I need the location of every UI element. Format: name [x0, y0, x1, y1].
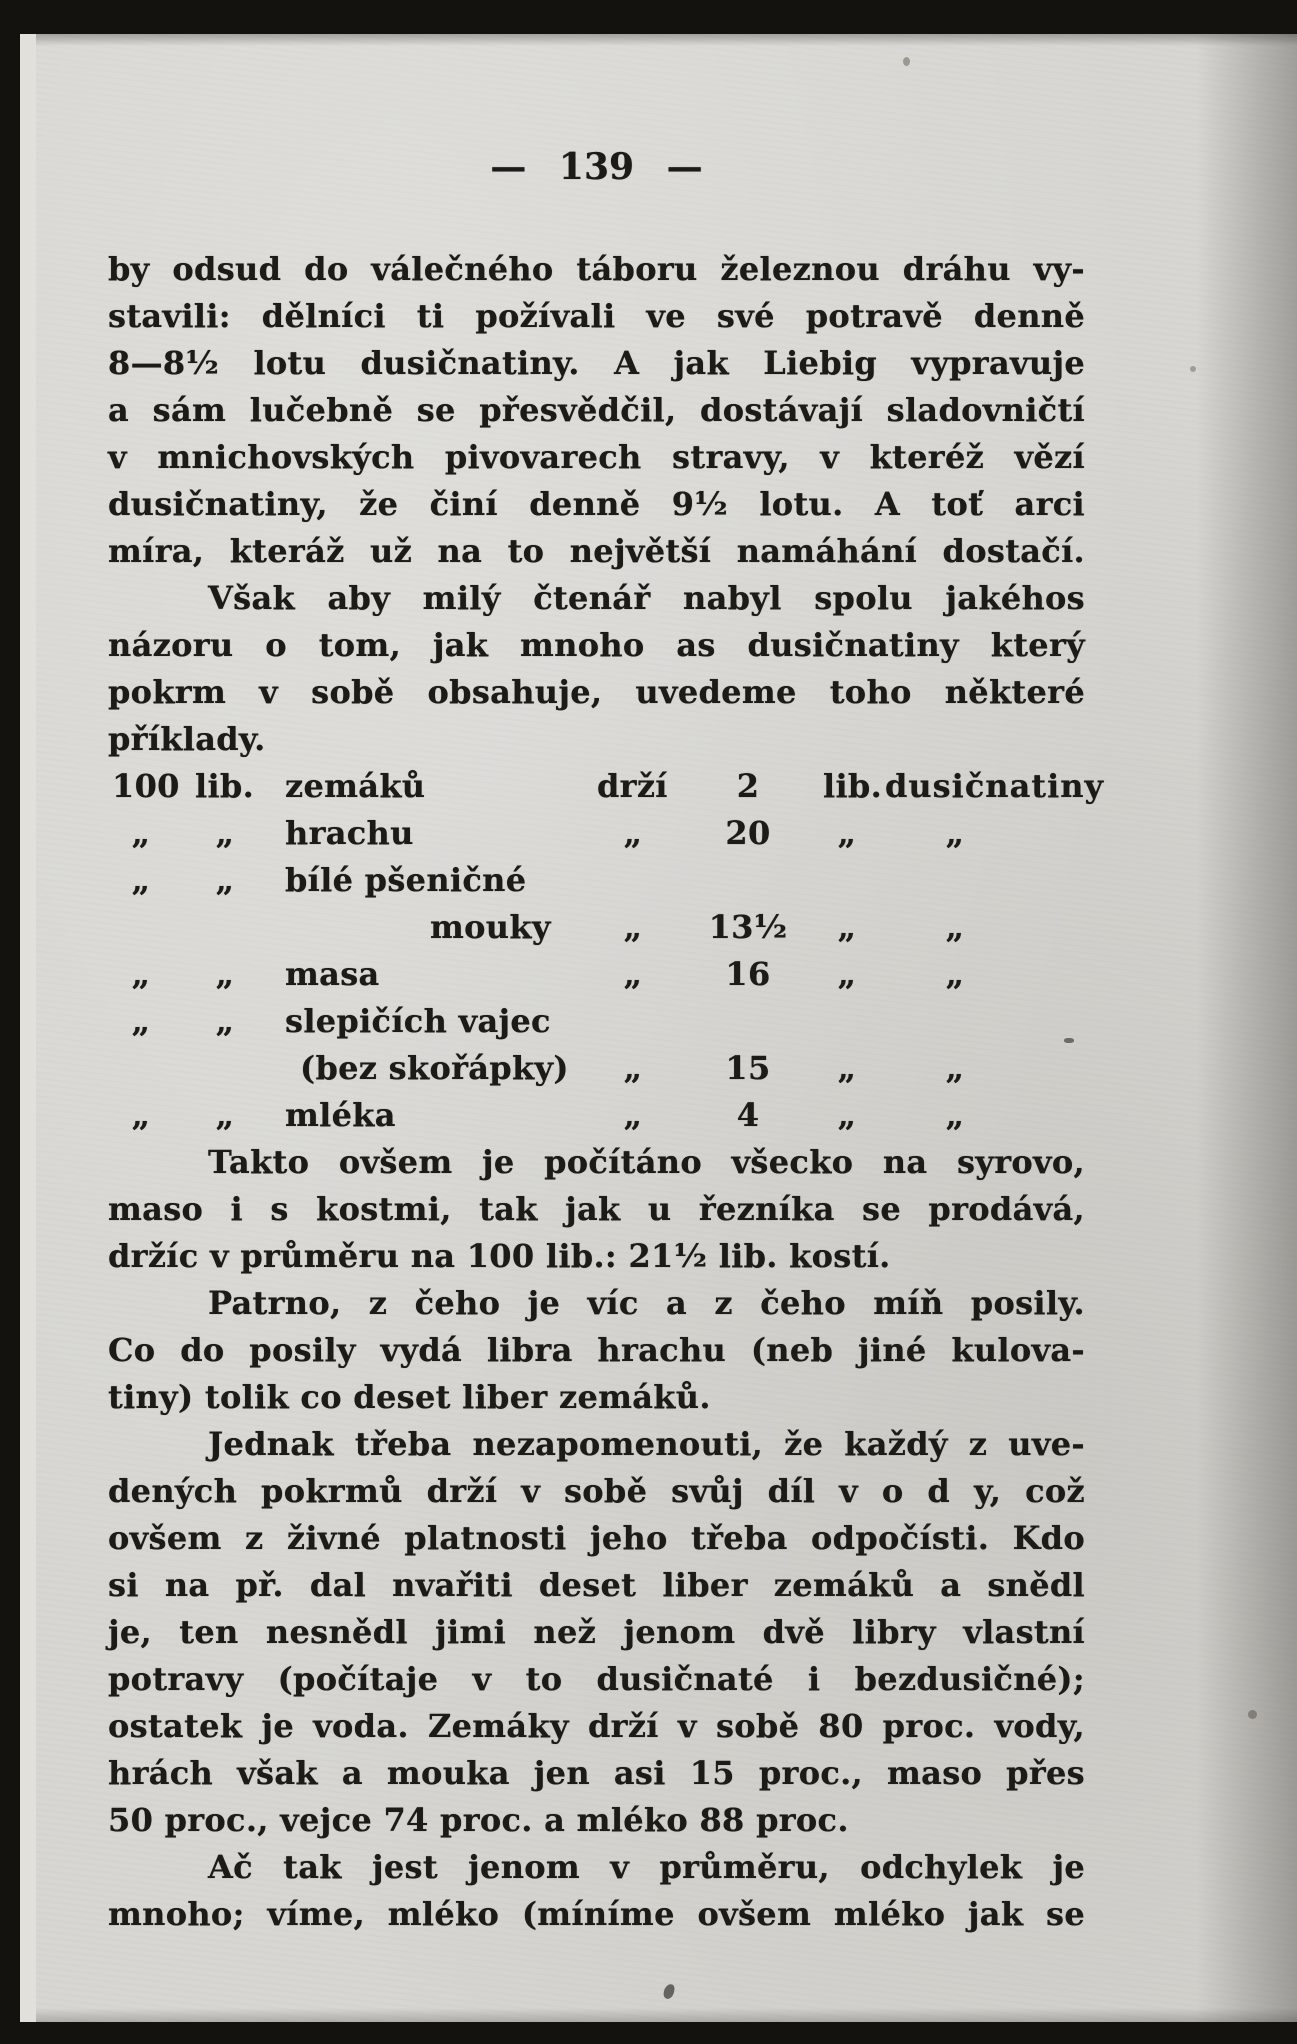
text-line: tiny) tolik co deset liber zemáků.	[108, 1378, 711, 1416]
ditto-mark: „	[623, 814, 643, 852]
ink-speck	[1190, 366, 1196, 372]
text-line: je, ten nesnědl jimi než jenom dvě libry vlastní	[108, 1613, 1085, 1651]
text-line: a sám lučebně se přesvědčil, dostávají sladovničtí	[108, 391, 1085, 429]
text-line: hrách však a mouka jen asi 15 proc., maso přes	[108, 1754, 1085, 1792]
table-cell-amount: 16	[725, 955, 771, 993]
ditto-mark: „	[215, 814, 235, 852]
text-line: Co do posily vydá libra hrachu (neb jiné kulova-	[108, 1331, 1085, 1369]
ink-speck	[1064, 1038, 1074, 1043]
text-line: míra, kteráž už na to největší namáhání dostačí.	[108, 532, 1085, 570]
ditto-mark: „	[131, 1096, 151, 1134]
text-line: stavili: dělníci ti požívali ve své potravě denně	[108, 297, 1085, 335]
ditto-mark: „	[623, 1096, 643, 1134]
table-row	[108, 810, 1085, 857]
table-cell-food: masa	[285, 955, 380, 993]
text-line: 50 proc., vejce 74 proc. a mléko 88 proc.	[108, 1801, 849, 1839]
table-row	[108, 904, 1085, 951]
ditto-mark: „	[215, 861, 235, 899]
table-row	[108, 998, 1085, 1045]
ditto-mark: „	[131, 955, 151, 993]
text-line: potravy (počítaje v to dusičnaté i bezdusičné);	[108, 1660, 1085, 1698]
table-cell-substance: dusičnatiny	[885, 767, 1105, 805]
table-cell-food: hrachu	[285, 814, 414, 852]
table-cell-food: zemáků	[285, 767, 426, 805]
ditto-mark: „	[215, 1002, 235, 1040]
table-cell-amount: 13½	[708, 908, 788, 946]
scan-border-bottom	[0, 2022, 1297, 2044]
text-line: ovšem z živné platnosti jeho třeba odpočísti. Kdo	[108, 1519, 1085, 1557]
text-line: Však aby milý čtenář nabyl spolu jakéhos	[208, 579, 1085, 617]
ditto-mark: „	[623, 1049, 643, 1087]
ditto-mark: „	[623, 908, 643, 946]
page-number: — 139 —	[490, 146, 703, 188]
text-line: dených pokrmů drží v sobě svůj díl v o d y, což	[108, 1472, 1085, 1510]
ditto-mark: „	[215, 955, 235, 993]
ditto-mark: „	[623, 955, 643, 993]
table-row	[108, 1092, 1085, 1139]
text-line: maso i s kostmi, tak jak u řezníka se prodává,	[108, 1190, 1085, 1228]
text-line: příklady.	[108, 720, 266, 758]
ink-speck	[1248, 1710, 1257, 1719]
text-line: mnoho; víme, mléko (míníme ovšem mléko jak se	[108, 1895, 1085, 1933]
table-cell-amount: 2	[736, 767, 760, 805]
ditto-mark: „	[837, 908, 857, 946]
text-line: si na př. dal nvařiti deset liber zemáků a snědl	[108, 1566, 1085, 1604]
table-cell-food: mléka	[285, 1096, 396, 1134]
table-cell-amount: 4	[736, 1096, 760, 1134]
ditto-mark: „	[131, 814, 151, 852]
ditto-mark: „	[945, 1049, 965, 1087]
text-line: Ač tak jest jenom v průměru, odchylek je	[208, 1848, 1085, 1886]
text-line: Patrno, z čeho je víc a z čeho míň posily.	[208, 1284, 1085, 1322]
text-line: ostatek je voda. Zemáky drží v sobě 80 proc. vody,	[108, 1707, 1085, 1745]
text-line: názoru o tom, jak mnoho as dusičnatiny který	[108, 626, 1085, 664]
ditto-mark: „	[945, 908, 965, 946]
text-line: pokrm v sobě obsahuje, uvedeme toho některé	[108, 673, 1085, 711]
table-cell-food: slepičích vajec	[285, 1002, 551, 1040]
table-cell-verb: drží	[597, 767, 668, 805]
ditto-mark: „	[945, 814, 965, 852]
text-block	[108, 246, 1105, 1938]
ditto-mark: „	[215, 1096, 235, 1134]
ditto-mark: „	[837, 1049, 857, 1087]
ditto-mark: „	[837, 1096, 857, 1134]
ink-speck	[903, 57, 910, 66]
table-row	[108, 1045, 1085, 1092]
table-row	[108, 951, 1085, 998]
table-cell-amount: 20	[725, 814, 771, 852]
scan-border-top	[0, 0, 1297, 34]
text-line: držíc v průměru na 100 lib.: 21½ lib. kostí.	[108, 1237, 891, 1275]
table-cell-quantity: 100	[112, 767, 180, 805]
table-cell-unit: lib.	[823, 767, 883, 805]
table-row	[108, 763, 1105, 810]
table-cell-food: mouky	[430, 908, 551, 946]
text-line: v mnichovských pivovarech stravy, v kteréž vězí	[108, 438, 1085, 476]
text-line: dusičnatiny, že činí denně 9½ lotu. A toť arci	[108, 485, 1085, 523]
table-cell-amount: 15	[725, 1049, 771, 1087]
ditto-mark: „	[945, 955, 965, 993]
table-row	[108, 857, 1085, 904]
text-line: 8—8½ lotu dusičnatiny. A jak Liebig vypravuje	[108, 344, 1085, 382]
paper-edge-left	[20, 0, 36, 2044]
table-cell-food: bílé pšeničné	[285, 861, 527, 899]
table-cell-unit: lib.	[195, 767, 255, 805]
ditto-mark: „	[131, 1002, 151, 1040]
text-line: by odsud do válečného táboru železnou dráhu vy-	[108, 250, 1085, 288]
ditto-mark: „	[945, 1096, 965, 1134]
ditto-mark: „	[837, 955, 857, 993]
table-cell-food: (bez skořápky)	[300, 1049, 569, 1087]
ditto-mark: „	[837, 814, 857, 852]
scan-border-left	[0, 0, 20, 2044]
text-line: Takto ovšem je počítáno všecko na syrovo,	[208, 1143, 1085, 1181]
text-line: Jednak třeba nezapomenouti, že každý z uve-	[208, 1425, 1085, 1463]
ditto-mark: „	[131, 861, 151, 899]
